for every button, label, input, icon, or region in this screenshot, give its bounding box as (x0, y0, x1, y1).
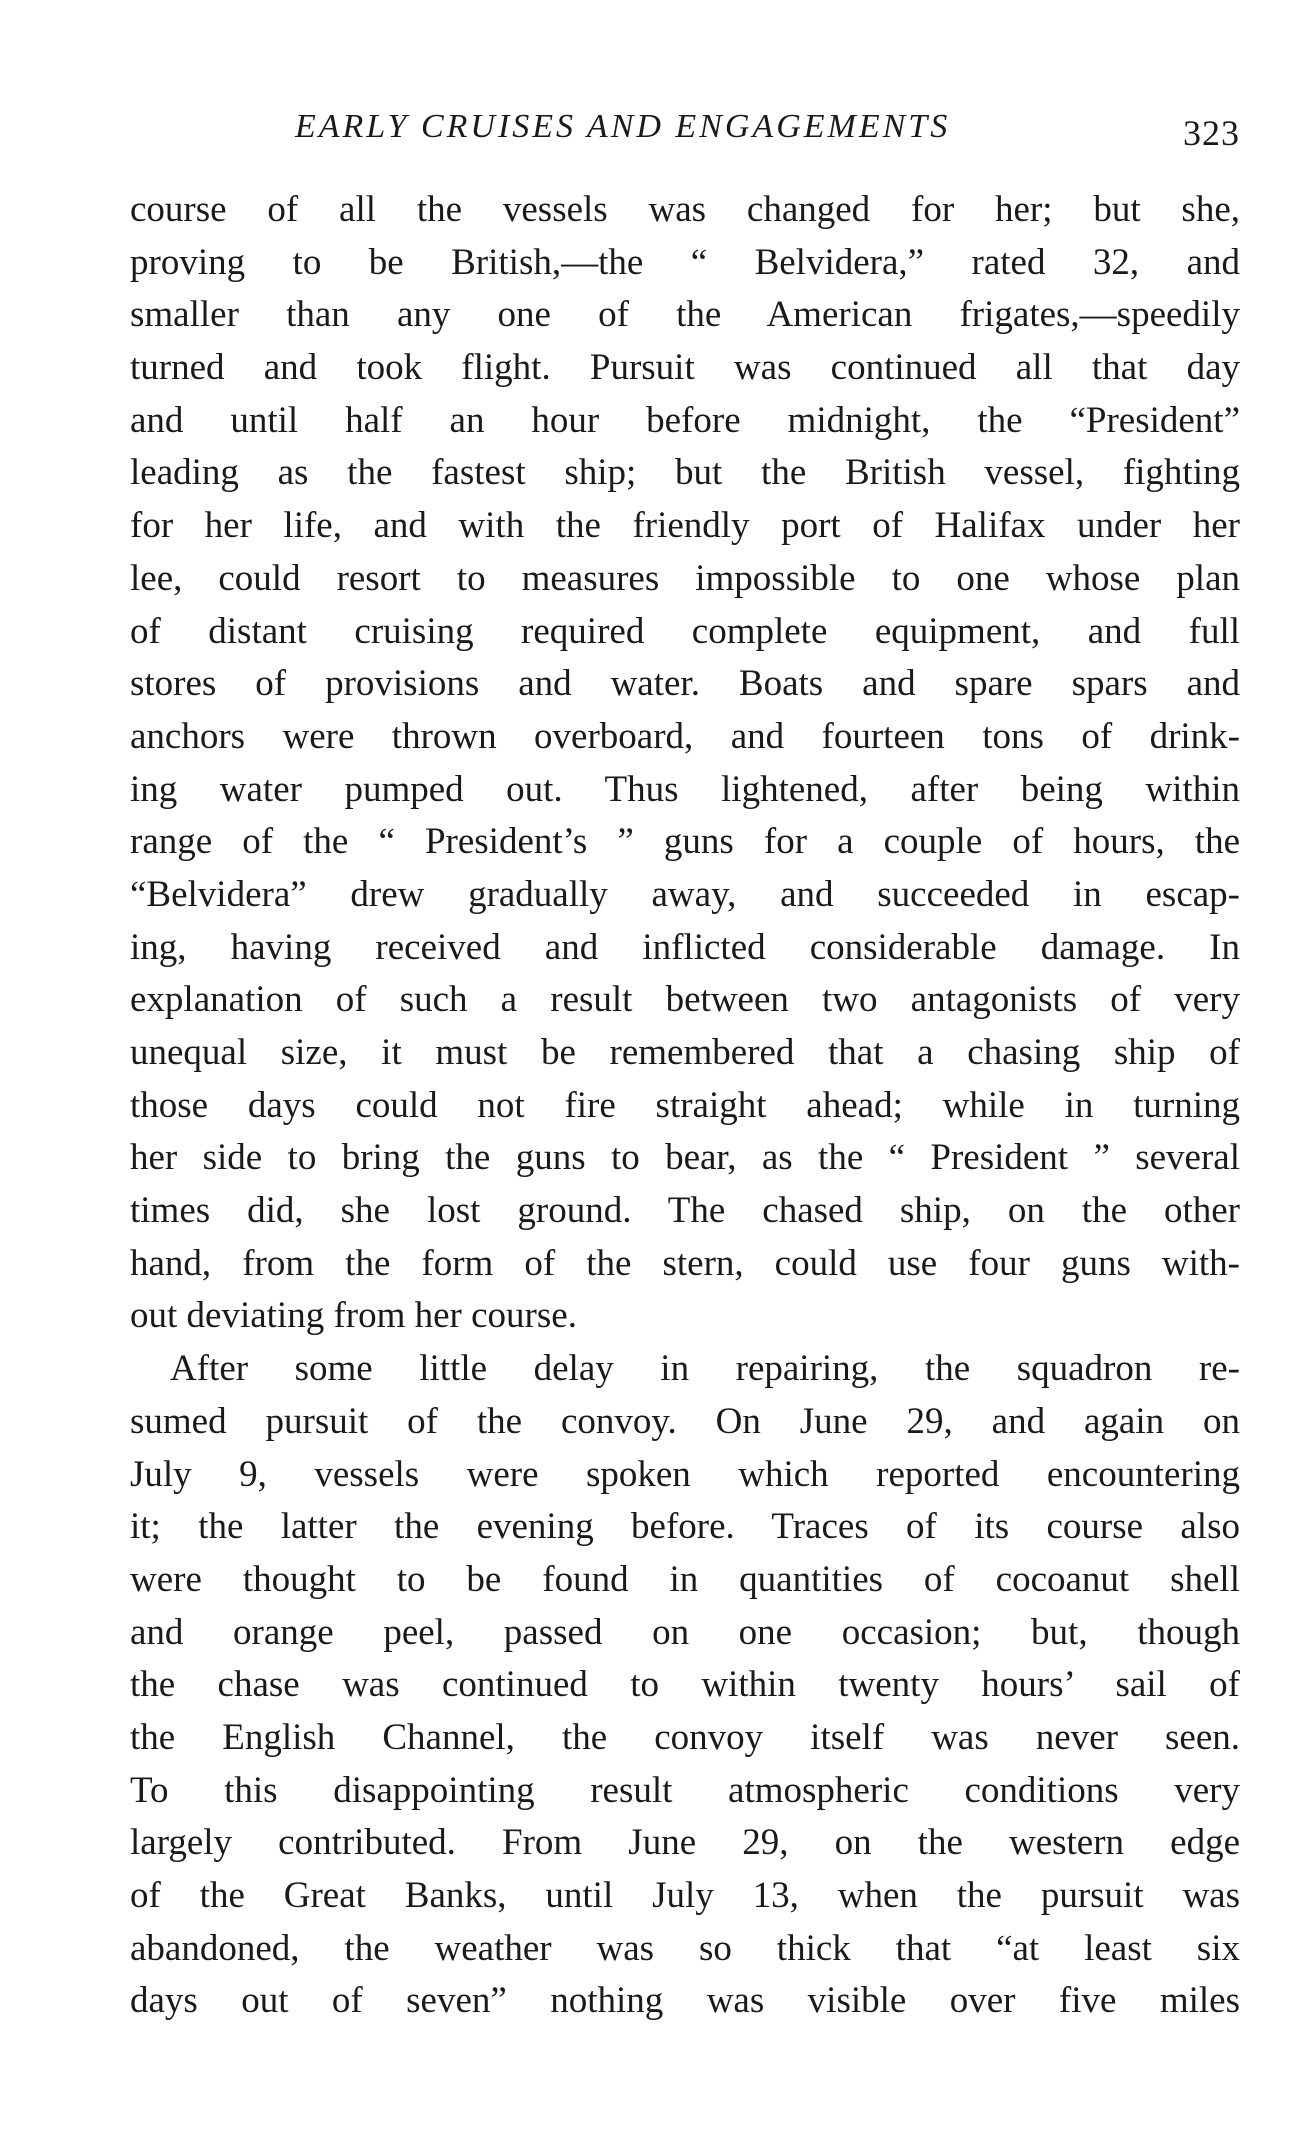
text-line: explanation of such a result between two antagonists of very (130, 979, 1240, 1021)
paragraph-2 (130, 1343, 1240, 2028)
text-line: course of all the vessels was changed for her; but she, (130, 189, 1240, 230)
text-line: were thought to be found in quantities of cocoanut shell (130, 1558, 1240, 1600)
text-line: the chase was continued to within twenty hours’ sail of (130, 1664, 1240, 1706)
text-line: proving to be British,—the “ Belvidera,” rated 32, and (130, 241, 1240, 283)
text-line: the English Channel, the convoy itself was never seen. (130, 1716, 1240, 1758)
text-line: ing water pumped out. Thus lightened, after being within (130, 768, 1240, 810)
text-line: and orange peel, passed on one occasion; but, though (130, 1611, 1240, 1653)
text-line: After some little delay in repairing, the squadron re- (170, 1348, 1240, 1390)
text-line: turned and took flight. Pursuit was continued all that day (130, 347, 1240, 389)
body-text (130, 184, 1240, 2028)
text-line: for her life, and with the friendly port of Halifax under her (130, 505, 1240, 547)
text-line: sumed pursuit of the convoy. On June 29, and again on (130, 1400, 1240, 1442)
text-line: smaller than any one of the American frigates,—speedily (130, 294, 1240, 336)
text-line: her side to bring the guns to bear, as the “ President ” several (130, 1137, 1240, 1179)
text-line: it; the latter the evening before. Traces of its course also (130, 1506, 1240, 1548)
page-header (130, 108, 1240, 158)
text-line: lee, could resort to measures impossible to one whose plan (130, 557, 1240, 599)
text-line: those days could not fire straight ahead; while in turning (130, 1084, 1240, 1126)
text-line: leading as the fastest ship; but the British vessel, fighting (130, 452, 1240, 494)
text-line: out deviating from her course. (130, 1295, 577, 1337)
text-line: hand, from the form of the stern, could use four guns with- (130, 1242, 1240, 1284)
text-line: unequal size, it must be remembered that a chasing ship of (130, 1032, 1240, 1073)
text-line: July 9, vessels were spoken which reported encountering (130, 1453, 1240, 1495)
text-line: ing, having received and inflicted considerable damage. In (130, 926, 1240, 968)
text-line: To this disappointing result atmospheric conditions very (130, 1769, 1240, 1811)
text-line: and until half an hour before midnight, the “President” (130, 399, 1240, 441)
text-line: times did, she lost ground. The chased ship, on the other (130, 1190, 1240, 1232)
text-line: abandoned, the weather was so thick that “at least six (130, 1927, 1240, 1969)
page-number: 323 (1183, 113, 1240, 153)
text-line: stores of provisions and water. Boats and spare spars and (130, 663, 1240, 705)
text-line: anchors were thrown overboard, and fourteen tons of drink- (130, 715, 1240, 757)
running-head: EARLY CRUISES AND ENGAGEMENTS (295, 108, 951, 145)
text-line: largely contributed. From June 29, on the western edge (130, 1822, 1240, 1864)
text-line: “Belvidera” drew gradually away, and succeeded in escap- (130, 873, 1240, 915)
paragraph-1 (130, 184, 1240, 1343)
text-line: of distant cruising required complete equipment, and full (130, 610, 1240, 652)
text-line: days out of seven” nothing was visible over five miles (130, 1980, 1240, 2022)
text-line: of the Great Banks, until July 13, when the pursuit was (130, 1875, 1240, 1916)
text-line: range of the “ President’s ” guns for a couple of hours, the (130, 821, 1240, 863)
